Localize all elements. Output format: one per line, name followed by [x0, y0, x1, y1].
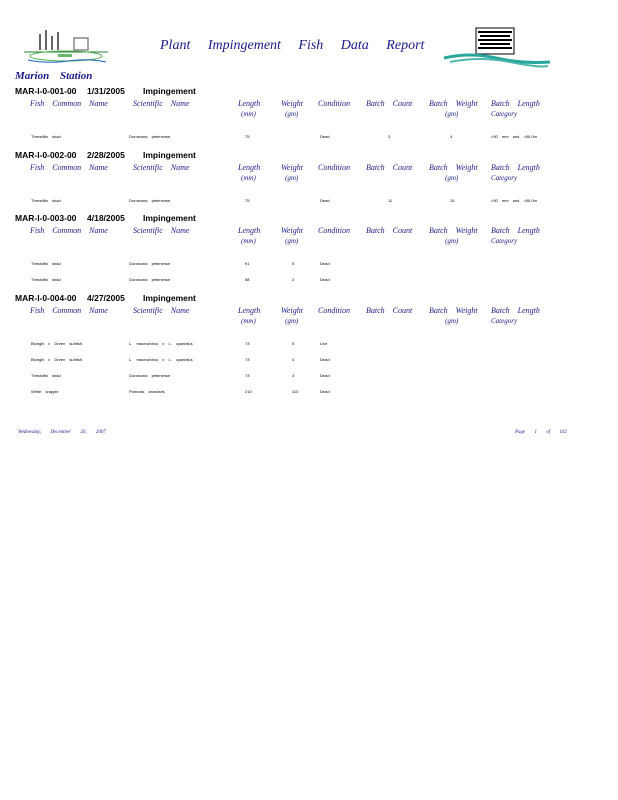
col-header-common-name: Fish Common Name: [30, 163, 108, 172]
col-header-length: Length: [238, 306, 261, 315]
event-type: Impingement: [143, 86, 196, 96]
cell-condition: Dead: [320, 261, 330, 266]
event-date: 4/27/2005: [87, 293, 125, 303]
col-header-common-name: Fish Common Name: [30, 226, 108, 235]
cell-condition: Live: [320, 341, 328, 346]
col-header-batch-count: Batch Count: [366, 306, 413, 315]
col-header-batch-length: Batch Length: [491, 306, 540, 315]
col-header-batch-length-sub: Category: [491, 317, 518, 325]
col-header-length-sub: (mm): [241, 317, 256, 325]
col-header-weight-sub: (gm): [285, 110, 299, 118]
col-header-weight-sub: (gm): [285, 174, 299, 182]
col-header-batch-weight: Batch Weight: [429, 226, 478, 235]
table-row: [0, 261, 618, 269]
cell-weight: 2: [292, 277, 295, 282]
right-logo: [440, 26, 552, 68]
cell-common-name: White crappie: [31, 389, 59, 394]
cell-scientific-name: Dorosoma petenense: [129, 134, 171, 139]
col-header-scientific-name: Scientific Name: [133, 163, 190, 172]
cell-common-name: Bluegill x Green sunfish: [31, 341, 83, 346]
col-header-weight: Weight: [281, 226, 303, 235]
col-header-weight: Weight: [281, 99, 303, 108]
event-type: Impingement: [143, 213, 196, 223]
cell-condition: Dead: [320, 277, 330, 282]
event-date: 4/18/2005: [87, 213, 125, 223]
left-logo: [18, 28, 114, 64]
cell-length: 91: [245, 261, 250, 266]
col-header-common-name: Fish Common Name: [30, 99, 108, 108]
col-header-batch-count: Batch Count: [366, 226, 413, 235]
cell-common-name: Threadfin shad: [31, 261, 61, 266]
cell-common-name: Bluegill x Green sunfish: [31, 357, 83, 362]
event-id: MAR-I-0-004-00: [15, 293, 77, 303]
col-header-batch-length-sub: Category: [491, 237, 518, 245]
cell-condition: Dead: [320, 134, 330, 139]
cell-scientific-name: Dorosoma petenense: [129, 198, 171, 203]
cell-weight: 3: [292, 373, 295, 378]
cell-scientific-name: Pomoxis annularis: [129, 389, 165, 394]
cell-common-name: Threadfin shad: [31, 277, 61, 282]
cell-weight: 110: [292, 389, 299, 394]
report-title: Plant Impingement Fish Data Report: [160, 38, 425, 53]
col-header-batch-weight: Batch Weight: [429, 163, 478, 172]
cell-scientific-name: L. macrochirus x L. cyanellus: [129, 357, 193, 362]
col-header-weight: Weight: [281, 306, 303, 315]
cell-common-name: Threadfin shad: [31, 198, 61, 203]
footer-date: Wednesday, December 26, 2007: [18, 430, 106, 435]
event-type: Impingement: [143, 293, 196, 303]
cell-batch-length: <50 mm and >50.0m: [491, 134, 537, 139]
col-header-condition: Condition: [318, 99, 351, 108]
cell-weight: 4: [292, 357, 295, 362]
cell-batch-weight: 15: [450, 198, 455, 203]
col-header-condition: Condition: [318, 163, 351, 172]
col-header-batch-weight-sub: (gm): [445, 317, 459, 325]
cell-condition: Dead: [320, 357, 330, 362]
col-header-scientific-name: Scientific Name: [133, 306, 190, 315]
event-date: 2/28/2005: [87, 150, 125, 160]
event-id: MAR-I-0-001-00: [15, 86, 77, 96]
col-header-length: Length: [238, 226, 261, 235]
col-header-weight-sub: (gm): [285, 237, 299, 245]
table-row: [0, 134, 618, 142]
col-header-batch-weight: Batch Weight: [429, 99, 478, 108]
cell-condition: Dead: [320, 389, 330, 394]
col-header-length: Length: [238, 163, 261, 172]
cell-scientific-name: Dorosoma petenense: [129, 277, 171, 282]
cell-length: 58: [245, 277, 250, 282]
cell-batch-length: <50 mm and >50.0m: [491, 198, 537, 203]
station-name: Marion Station: [15, 70, 93, 82]
cell-length: 73: [245, 341, 250, 346]
cell-batch-count: 11: [388, 198, 393, 203]
cell-length: 73: [245, 373, 250, 378]
cell-batch-count: 3: [388, 134, 391, 139]
col-header-batch-count: Batch Count: [366, 99, 413, 108]
col-header-batch-weight: Batch Weight: [429, 306, 478, 315]
col-header-length-sub: (mm): [241, 110, 256, 118]
col-header-length-sub: (mm): [241, 237, 256, 245]
col-header-weight: Weight: [281, 163, 303, 172]
table-row: [0, 277, 618, 285]
table-row: [0, 198, 618, 206]
col-header-batch-weight-sub: (gm): [445, 110, 459, 118]
col-header-scientific-name: Scientific Name: [133, 226, 190, 235]
table-row: [0, 389, 618, 397]
col-header-condition: Condition: [318, 306, 351, 315]
cell-batch-weight: 4: [450, 134, 453, 139]
col-header-batch-weight-sub: (gm): [445, 174, 459, 182]
cell-length: 210: [245, 389, 252, 394]
col-header-batch-length: Batch Length: [491, 163, 540, 172]
cell-common-name: Threadfin shad: [31, 134, 61, 139]
event-id: MAR-I-0-003-00: [15, 213, 77, 223]
cell-length: 75: [245, 198, 250, 203]
col-header-batch-weight-sub: (gm): [445, 237, 459, 245]
col-header-length-sub: (mm): [241, 174, 256, 182]
col-header-common-name: Fish Common Name: [30, 306, 108, 315]
col-header-scientific-name: Scientific Name: [133, 99, 190, 108]
event-id: MAR-I-0-002-00: [15, 150, 77, 160]
col-header-batch-length-sub: Category: [491, 110, 518, 118]
cell-scientific-name: Dorosoma petenense: [129, 261, 171, 266]
table-row: [0, 357, 618, 365]
col-header-batch-length: Batch Length: [491, 226, 540, 235]
col-header-batch-length-sub: Category: [491, 174, 518, 182]
event-type: Impingement: [143, 150, 196, 160]
col-header-weight-sub: (gm): [285, 317, 299, 325]
event-date: 1/31/2005: [87, 86, 125, 96]
col-header-batch-length: Batch Length: [491, 99, 540, 108]
cell-weight: 5: [292, 341, 295, 346]
cell-condition: Dead: [320, 198, 330, 203]
cell-length: 75: [245, 134, 250, 139]
cell-weight: 5: [292, 261, 295, 266]
cell-scientific-name: L. macrochirus x L. cyanellus: [129, 341, 193, 346]
cell-common-name: Threadfin shad: [31, 373, 61, 378]
footer-page: Page 1 of 102: [515, 430, 567, 435]
table-row: [0, 341, 618, 349]
cell-length: 73: [245, 357, 250, 362]
col-header-length: Length: [238, 99, 261, 108]
cell-scientific-name: Dorosoma petenense: [129, 373, 171, 378]
table-row: [0, 373, 618, 381]
col-header-condition: Condition: [318, 226, 351, 235]
cell-condition: Dead: [320, 373, 330, 378]
col-header-batch-count: Batch Count: [366, 163, 413, 172]
